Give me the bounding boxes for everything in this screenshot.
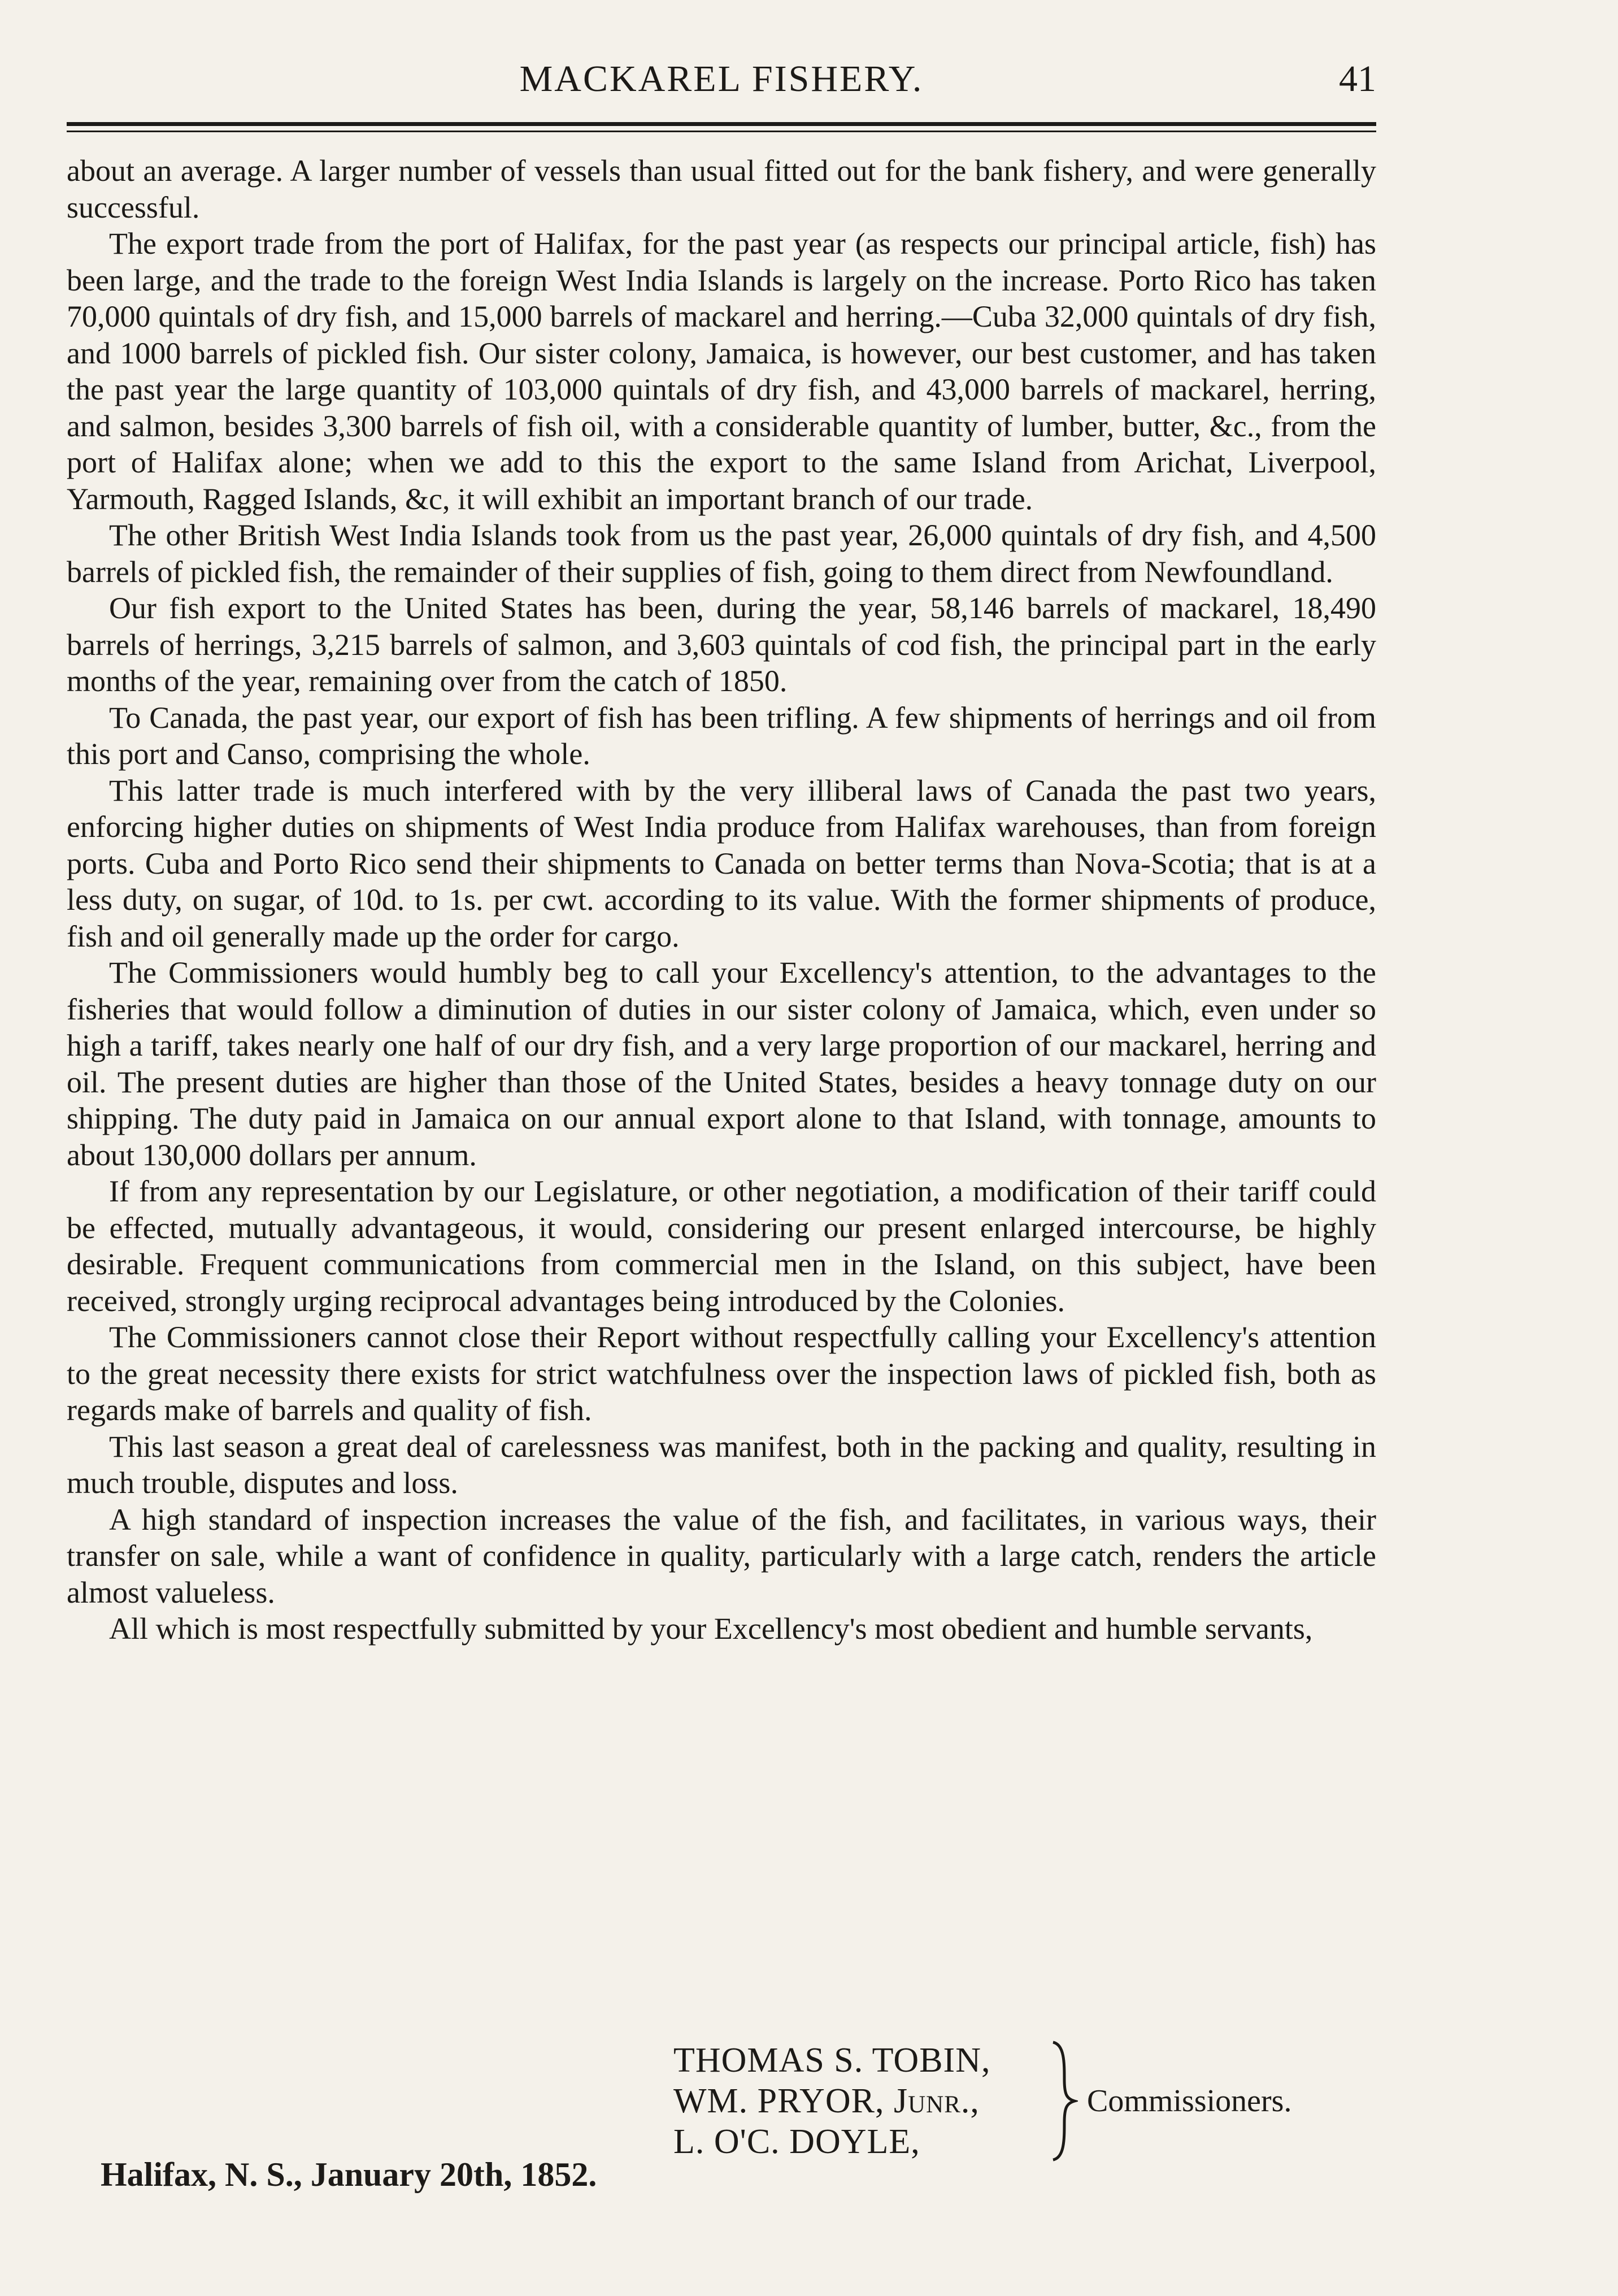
paragraph: This latter trade is much interfered with by the very illiberal laws of Canada the past two years, enforcing higher duties on shipments of West India produce from Halifax warehouses, than from foreign ports. Cuba and Porto Rico send their shipments to Canada on better terms than Nova-Scotia; that is at a less duty, on sugar, of 10d. to 1s. per cwt. according to its value. With the former shipments of produce, fish and oil generally made up the order for cargo.: [67, 773, 1376, 953]
signatory-tobin: THOMAS S. TOBIN,: [673, 2041, 991, 2080]
paragraph: If from any representation by our Legislature, or other negotiation, a modification of their tariff could be effected, mutually advantageous, it would, considering our present enlarged intercourse, be highly desirable. Frequent communications from commercial men in the Island, on this subject, have been received, strongly urging reciprocal advantages being introduced by the Colonies.: [67, 1174, 1376, 1318]
paragraph: A high standard of inspection increases the value of the fish, and facilitates, in various ways, their transfer on sale, while a want of confidence in quality, particularly with a large catch, renders the article almost valueless.: [67, 1502, 1376, 1609]
paragraph: To Canada, the past year, our export of fish has been trifling. A few shipments of herrings and oil from this port and Canso, comprising the whole.: [67, 700, 1376, 771]
signatory-pryor-suffix: Junr.,: [893, 2082, 980, 2120]
paragraph: The Commissioners cannot close their Report without respectfully calling your Excellency's attention to the great necessity there exists for strict watchfulness over the inspection laws of pickled fish, both as regards make of barrels and quality of fish.: [67, 1320, 1376, 1427]
paragraph: The Commissioners would humbly beg to call your Excellency's attention, to the advantages to the fisheries that would follow a diminution of duties in our sister colony of Jamaica, which, even under so high a tariff, takes nearly one half of our dry fish, and a very large proportion of our mackarel, herring and oil. The present duties are higher than those of the United States, besides a heavy tonnage duty on our shipping. The duty paid in Jamaica on our annual export alone to that Island, with tonnage, amounts to about 130,000 dollars per annum.: [67, 956, 1376, 1172]
running-title: MACKAREL FISHERY.: [519, 58, 924, 99]
signatory-pryor: [673, 2081, 990, 2121]
page-header: [67, 51, 1376, 119]
signatory-doyle: L. O'C. DOYLE,: [673, 2123, 920, 2161]
signatory-names: [673, 2040, 990, 2162]
paragraph: The other British West India Islands took from us the past year, 26,000 quintals of dry fish, and 4,500 barrels of pickled fish, the remainder of their supplies of fish, going to them direct from Newfoundland.: [67, 518, 1376, 589]
right-brace: [1050, 2040, 1078, 2162]
paragraph: Our fish export to the United States has been, during the year, 58,146 barrels of mackarel, 18,490 barrels of herrings, 3,215 barrels of salmon, and 3,603 quintals of cod fish, the principal part in the early months of the year, remaining over from the catch of 1850.: [67, 591, 1376, 698]
report-body: [67, 153, 1376, 1647]
signatory-role: Commissioners.: [1087, 2084, 1292, 2119]
signatory-pryor-name: WM. PRYOR,: [673, 2082, 894, 2120]
paragraph: about an average. A larger number of vessels than usual fitted out for the bank fishery, and were generally successful.: [67, 154, 1376, 224]
signature-block: [67, 2040, 1376, 2170]
paragraph: This last season a great deal of carelessness was manifest, both in the packing and quality, resulting in much trouble, disputes and loss.: [67, 1429, 1376, 1500]
header-rule-thin: [67, 131, 1376, 132]
header-rule-thick: [67, 122, 1376, 126]
page-number: 41: [1339, 58, 1376, 99]
document-page: [67, 51, 1376, 2193]
paragraph: The export trade from the port of Halifax, for the past year (as respects our principal article, fish) has been large, and the trade to the foreign West India Islands is largely on the increase. Porto Rico has taken 70,000 quintals of dry fish, and 15,000 barrels of mackarel and herring.—Cuba 32,000 quintals of dry fish, and 1000 barrels of pickled fish. Our sister colony, Jamaica, is however, our best customer, and has taken the past year the large quantity of 103,000 quintals of dry fish, and 43,000 barrels of mackarel, herring, and salmon, besides 3,300 barrels of fish oil, with a considerable quantity of lumber, butter, &c., from the port of Halifax alone; when we add to this the export to the same Island from Arichat, Liverpool, Yarmouth, Ragged Islands, &c, it will exhibit an important branch of our trade.: [67, 227, 1376, 516]
paragraph: All which is most respectfully submitted by your Excellency's most obedient and humble servants,: [109, 1612, 1313, 1646]
dateline: Halifax, N. S., January 20th, 1852.: [101, 2156, 597, 2193]
